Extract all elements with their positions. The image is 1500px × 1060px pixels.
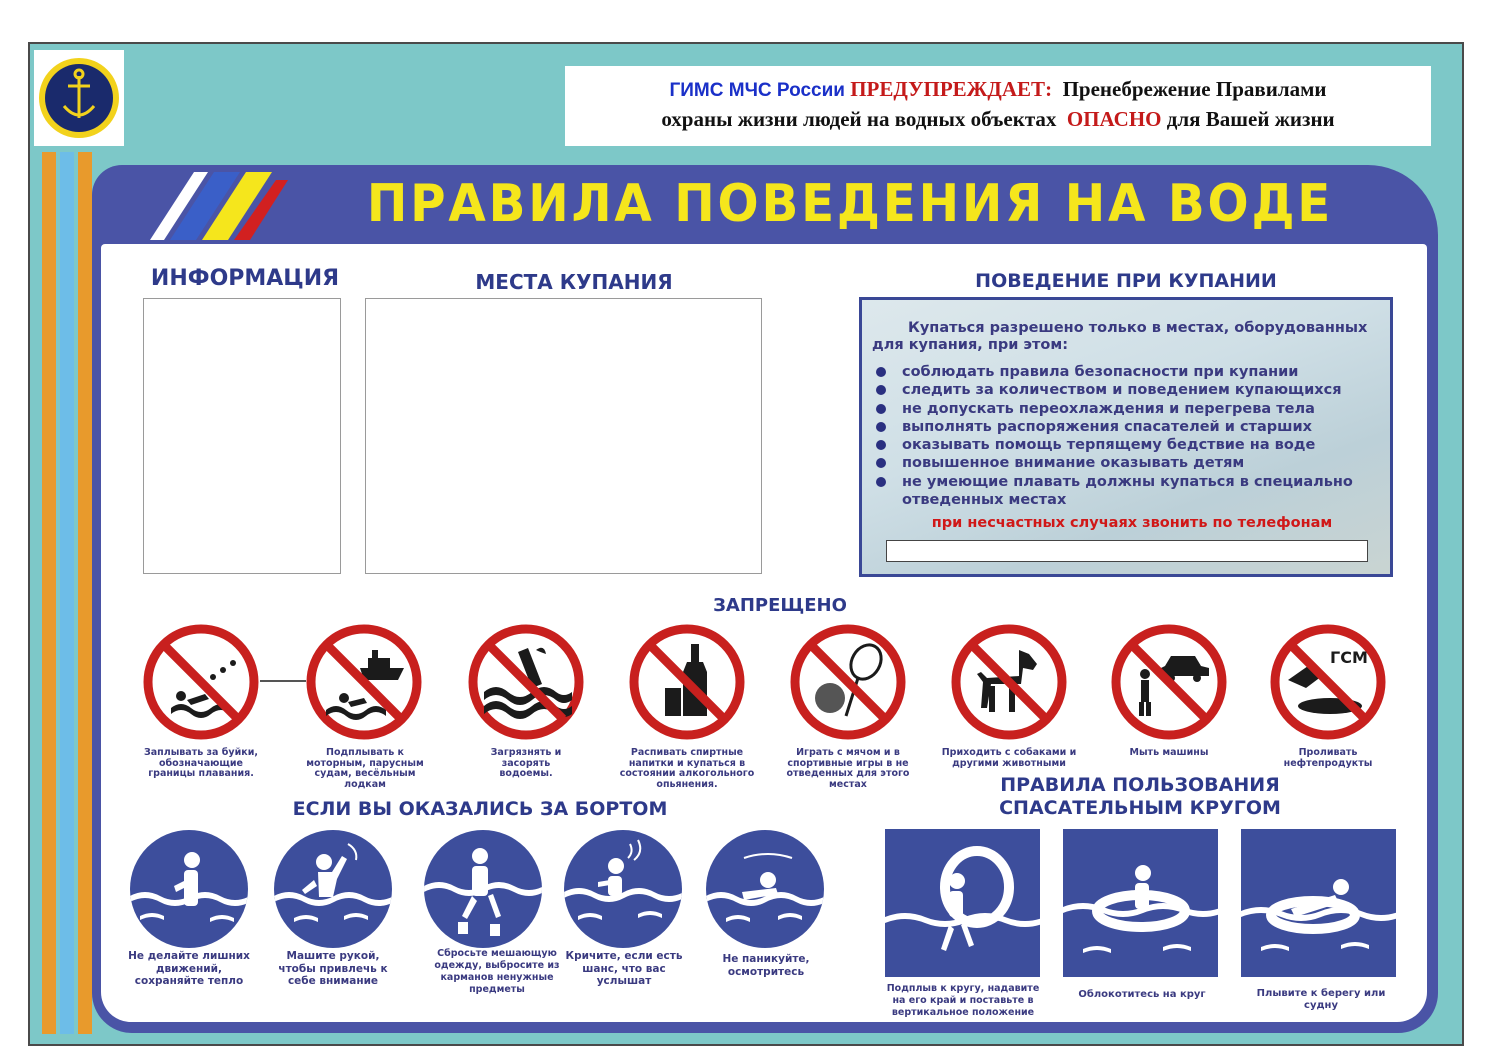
warning-line2-end: для Вашей жизни — [1166, 107, 1335, 131]
overboard-tip-look — [706, 830, 824, 948]
forbidden-caption: Проливать нефтепродукты — [1283, 747, 1373, 769]
forbidden-sign-games — [788, 622, 908, 742]
forbidden-caption: Заплывать за буйки, обозначающие границы плавания. — [144, 747, 258, 779]
behavior-item: повышенное внимание оказывать детям — [874, 454, 1389, 472]
forbidden-caption: Мыть машины — [1129, 747, 1209, 758]
forbidden-sign-dogs — [949, 622, 1069, 742]
forbidden-caption: Распивать спиртные напитки и купаться в состоянии алкогольного опьянения. — [619, 747, 755, 790]
lifebuoy-step-swim — [1241, 829, 1396, 977]
waving-person-icon — [274, 830, 392, 948]
swimmer-buoys-icon — [141, 622, 261, 742]
forbidden-sign-car-wash — [1109, 622, 1229, 742]
still-person-icon — [130, 830, 248, 948]
connector-line — [260, 680, 306, 682]
orange-stripe-2 — [78, 152, 92, 1034]
behavior-list — [874, 363, 1389, 509]
dog-icon — [949, 622, 1069, 742]
heading-lifebuoy-line2: СПАСАТЕЛЬНЫМ КРУГОМ — [999, 797, 1281, 819]
overboard-caption: Не делайте лишних движений, сохраняйте тепло — [128, 950, 250, 987]
overboard-caption: Сбросьте мешающую одежду, выбросите из карманов ненужные предметы — [434, 948, 560, 995]
behavior-intro: Купаться разрешено только в местах, оборудованных для купания, при этом: — [872, 320, 1368, 353]
heading-lifebuoy — [960, 774, 1320, 820]
emergency-phone-label: при несчастных случаях звонить по телефонам — [931, 515, 1333, 531]
overboard-tip-wave — [274, 830, 392, 948]
behavior-item: выполнять распоряжения спасателей и старших — [874, 418, 1389, 436]
behavior-item: следить за количеством и поведением купающихся — [874, 381, 1389, 399]
warning-line1: Пренебрежение Правилами — [1062, 77, 1327, 101]
heading-behavior: ПОВЕДЕНИЕ ПРИ КУПАНИИ — [975, 270, 1277, 292]
overboard-caption: Машите рукой, чтобы привлечь к себе внимание — [278, 950, 388, 987]
lifebuoy-caption: Облокотитесь на круг — [1078, 989, 1206, 1000]
behavior-rules-box — [859, 297, 1393, 577]
forbidden-caption: Загрязнять и засорять водоемы. — [490, 747, 562, 779]
warns-word: ПРЕДУПРЕЖДАЕТ: — [850, 77, 1053, 101]
behavior-item: оказывать помощь терпящему бедствие на воде — [874, 436, 1389, 454]
buoy-swim-icon — [1241, 829, 1396, 977]
gsm-label: ГСМ — [1330, 648, 1368, 667]
overboard-caption: Не паникуйте, осмотритесь — [722, 953, 810, 978]
behavior-item: соблюдать правила безопасности при купании — [874, 363, 1389, 381]
info-board — [143, 298, 341, 574]
behavior-item: не умеющие плавать должны купаться в специально отведенных местах — [874, 473, 1389, 510]
lifebuoy-caption: Подплыв к кругу, надавите на его край и поставьте в вертикальное положение — [886, 983, 1040, 1018]
heading-lifebuoy-line1: ПРАВИЛА ПОЛЬЗОВАНИЯ — [1000, 774, 1280, 796]
overboard-tip-shout — [564, 830, 682, 948]
litter-icon — [466, 622, 586, 742]
heading-info: ИНФОРМАЦИЯ — [150, 266, 340, 291]
warning-line2: охраны жизни людей на водных объектах — [661, 107, 1057, 131]
lifebuoy-caption: Плывите к берегу или судну — [1256, 988, 1386, 1011]
forbidden-sign-alcohol — [627, 622, 747, 742]
forbidden-caption: Подплывать к моторным, парусным судам, весёльным лодкам — [306, 747, 424, 790]
lifebuoy-step-lean — [1063, 829, 1218, 977]
shed-clothes-icon — [424, 830, 542, 948]
forbidden-caption: Играть с мячом и в спортивные игры в не отведенных для этого местах — [786, 747, 910, 790]
buoy-lean-icon — [1063, 829, 1218, 977]
overboard-tip-clothes — [424, 830, 542, 948]
heading-forbidden: ЗАПРЕЩЕНО — [713, 595, 847, 616]
car-wash-icon — [1109, 622, 1229, 742]
lifebuoy-step-vertical — [885, 829, 1040, 977]
gims-emblem — [34, 50, 124, 146]
look-around-icon — [706, 830, 824, 948]
behavior-item: не допускать переохлаждения и перегрева тела — [874, 400, 1389, 418]
bottle-icon — [627, 622, 747, 742]
overboard-caption: Кричите, если есть шанс, что вас услышат — [565, 950, 683, 987]
heading-places: МЕСТА КУПАНИЯ — [475, 270, 673, 294]
heading-overboard: ЕСЛИ ВЫ ОКАЗАЛИСЬ ЗА БОРТОМ — [292, 798, 668, 820]
places-board — [365, 298, 762, 574]
forbidden-caption: Приходить с собаками и другими животными — [941, 747, 1077, 769]
forbidden-sign-ships — [304, 622, 424, 742]
page-title: ПРАВИЛА ПОВЕДЕНИЯ НА ВОДЕ — [366, 174, 1334, 234]
flag-stripes-icon — [150, 172, 290, 242]
danger-word: ОПАСНО — [1066, 107, 1162, 131]
org-name: ГИМС МЧС России — [669, 80, 845, 101]
blue-stripe — [60, 152, 74, 1034]
ball-racket-icon — [788, 622, 908, 742]
warning-banner — [565, 66, 1431, 146]
forbidden-sign-litter — [466, 622, 586, 742]
oil-spill-icon — [1268, 622, 1388, 742]
buoy-vertical-icon — [885, 829, 1040, 977]
phone-number-field — [886, 540, 1368, 562]
forbidden-sign-buoys — [141, 622, 261, 742]
shouting-person-icon — [564, 830, 682, 948]
forbidden-sign-oil — [1268, 622, 1388, 742]
overboard-tip-still — [130, 830, 248, 948]
orange-stripe — [42, 152, 56, 1034]
ship-icon — [304, 622, 424, 742]
